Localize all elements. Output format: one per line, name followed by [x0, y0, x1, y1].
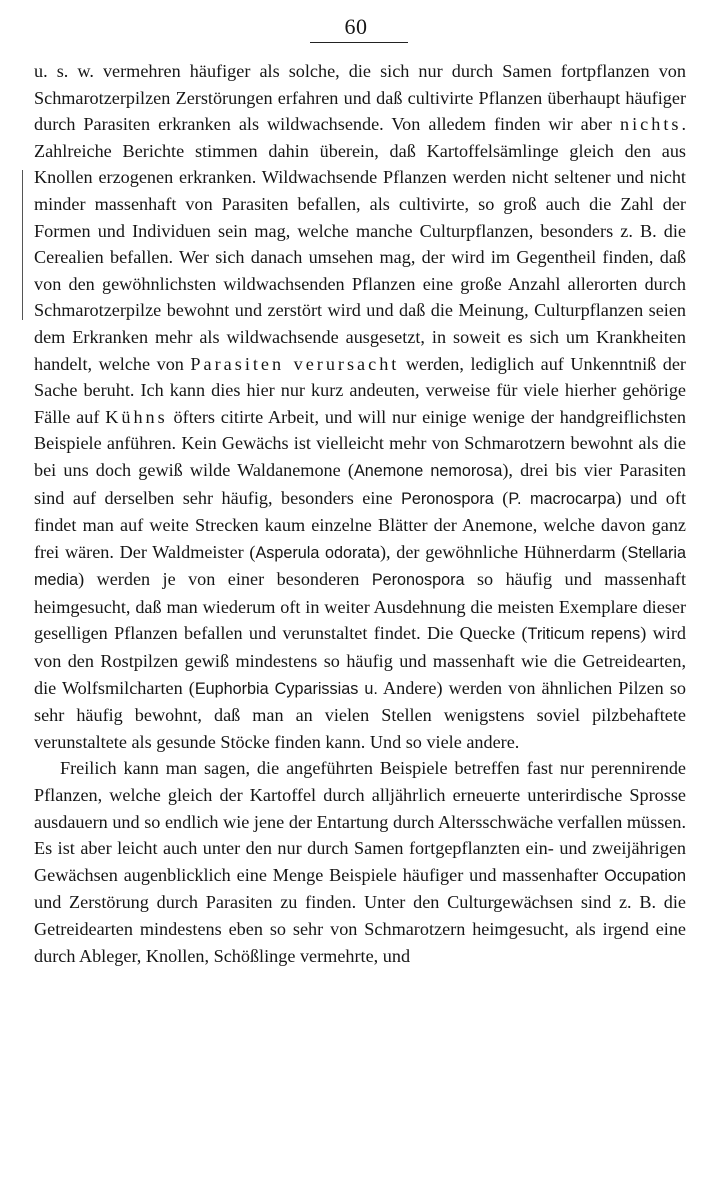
latin-name: Peronospora	[371, 571, 465, 590]
emphasized-text: Kühns	[105, 406, 168, 427]
text-run: ) und oft findet man auf weite Strecken kaum einzelne Blätter der Anemone, welche davon ganz frei wären. Der Waldmeister (	[34, 487, 686, 562]
latin-name: Stellaria media	[34, 543, 686, 590]
latin-name: P. macrocarpa	[508, 489, 616, 508]
latin-name: Anemone nemorosa	[353, 461, 503, 480]
latin-name: Asperula odorata	[255, 543, 380, 562]
latin-name: u.	[364, 679, 378, 698]
latin-name: Peronospora	[401, 489, 494, 508]
page-header	[0, 14, 712, 40]
text-run: ), drei bis vier Parasiten sind auf derselben sehr häufig, besonders eine	[34, 459, 686, 508]
text-run: ), der gewöhnliche Hühnerdarm (	[379, 541, 628, 562]
text-run: so häufig und massenhaft heimgesucht, daß man wiederum oft in weiter Ausdehnung die meisten Exemplare dieser geselligen Pflanzen befallen und verunstaltet findet. Die Quecke (	[34, 569, 687, 644]
text-run: öfters citirte Arbeit, und will nur einige wenige der handgreiflichsten Beispiele anführen. Kein Gewächs ist vielleicht mehr von Schmarotzern bewohnt als die bei uns doch gewiß wilde Waldanemone (	[34, 406, 686, 480]
emphasized-text: Parasiten verursacht	[190, 353, 400, 374]
text-run: u. s. w. vermehren häufiger als solche, die sich nur durch Samen fortpflanzen von Schmarotzerpilzen Zerstörungen erfahren und daß cultivirte Pflanzen überhaupt häufiger durch Parasiten erkranken als wildwachsende. Von alledem finden wir aber	[34, 61, 686, 135]
page-number: 60	[344, 14, 368, 39]
margin-mark	[22, 170, 23, 320]
text-run: und Zerstörung durch Parasiten zu finden. Unter den Culturgewächsen sind z. B. die Getreidearten mindestens eben so sehr von Schmarotzern heimgesucht, als irgend eine durch Ableger, Knollen, Schößlinge vermehrte, und	[34, 892, 686, 966]
paragraph-1	[34, 58, 686, 755]
latin-name: Euphorbia Cyparissias	[194, 679, 359, 698]
text-run: ) wird von den Rostpilzen gewiß mindestens so häufig und massenhaft wie die Getreidearten, die Wolfsmilcharten (	[34, 623, 686, 698]
text-run: . Zahlreiche Berichte stimmen dahin überein, daß Kartoffelsämlinge gleich den aus Knollen erzogenen erkranken. Wildwachsende Pflanzen werden nicht seltener und nicht minder massenhaft von Parasiten befallen, als cultivirte, so groß auch die Zahl der Formen und Individuen sein mag, welche manche Culturpflanzen, besonders z. B. die Cerealien befallen. Wer sich danach umsehen mag, der wird im Gegentheil finden, daß von den gewöhnlichsten wildwachsenden Pflanzen eine große Anzahl allerorten durch Schmarotzerpilze bewohnt und zerstört wird und daß die Meinung, Culturpflanzen seien dem Erkranken mehr als wildwachsende ausgesetzt, in soweit es sich um Krankheiten handelt, welche von	[34, 114, 686, 374]
text-run: Freilich kann man sagen, die angeführten Beispiele betreffen fast nur perennirende Pflanzen, welche gleich der Kartoffel durch alljährlich erneuerte unterirdische Sprosse ausdauern und so endlich wie jene der Entartung durch Altersschwäche verfallen müssen. Es ist aber leicht auch unter den nur durch Samen fortgepflanzten ein- und zweijährigen Gewächsen augenblicklich eine Menge Beispiele häufiger und massenhafter	[34, 758, 686, 885]
text-run: werden, lediglich auf Unkenntniß der Sache beruht. Ich kann dies hier nur kurz andeuten, verweise für viele hierher gehörige Fälle auf	[34, 353, 686, 427]
emphasized-text: nichts	[620, 114, 682, 135]
body-text	[34, 58, 686, 969]
latin-name: Occupation	[604, 866, 686, 885]
header-rule	[310, 42, 408, 43]
text-run: (	[493, 487, 509, 508]
text-run: Andere) werden von ähnlichen Pilzen so sehr häufig bewohnt, daß man an vielen Stellen wenigstens soviel pilzbehaftete verunstaltete als gesunde Stöcke finden kann. Und so viele andere.	[34, 677, 686, 752]
latin-name: Triticum repens	[527, 625, 641, 644]
text-run: ) werden je von einer besonderen	[78, 569, 372, 590]
paragraph-2	[34, 755, 686, 969]
